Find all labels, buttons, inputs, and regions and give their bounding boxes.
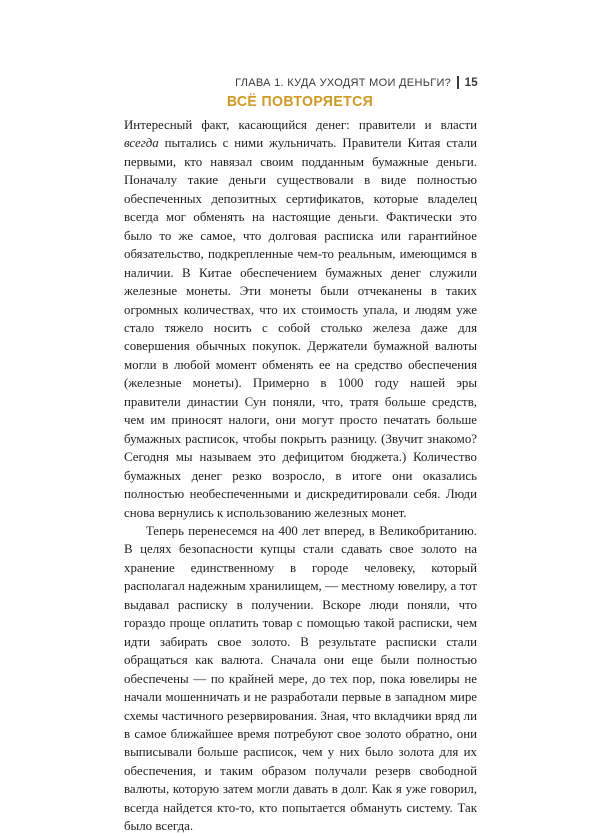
- paragraph-2: Теперь перенесемся на 400 лет вперед, в Великобританию. В целях безопасности купцы стали сдавать свое золото на хранение единственному в городе человеку, который располагал надежным хранилищем, — местному ювелиру, а тот выдавал расписку в получении. Вскоре люди поняли, что гораздо проще оплатить товар с помощью такой расписки, чем идти забирать свое золото. В результате расписки стали обращаться как валюта. Сначала они еще были полностью обеспечены — по крайней мере, до тех пор, пока ювелиры не начали мошенничать и не разработали первые в западном мире схемы частичного резервирования. Зная, что вкладчики вряд ли в самое ближайшее время потребуют свое золото обратно, они выписывали больше расписок, чем у них было золота для их обеспечения, и таким образом получали резерв свободной валюты, которую затем могли давать в долг. Как я уже говорил, всегда найдется кто-то, кто попытается обмануть систему. Так было всегда.: [124, 523, 477, 834]
- paragraph-1-emphasis: всегда: [124, 136, 159, 151]
- paragraph-1-text-start: Интересный факт, касающийся денег: правители и власти: [124, 118, 477, 132]
- paragraph-1-text-end: пытались с ними жульничать. Правители Китая стали первыми, кто навязал своим подданным бумажные деньги. Поначалу такие деньги существовали в виде полностью обеспеченных депозитных сертификатов, которые владелец всегда мог обменять на настоящие деньги. Фактически это было то же самое, что долговая расписка или гарантийное обязательство, подкрепленные чем-то реальным, имеющимся в наличии. В Китае обеспечением бумажных денег служили железные монеты. Эти монеты были отчеканены в таких огромных количествах, что их стоимость упала, и людям уже стало тяжело носить с собой столько железа даже для совершения обычных покупок. Держатели бумажной валюты могли в любой момент обменять ее на средство обеспечения (железные монеты). Примерно в 1000 году нашей эры правители династии Сун поняли, что, тратя больше средств, чем им приносят налоги, они могут просто печатать больше бумажных расписок, чтобы покрыть разницу. (Звучит знакомо? Сегодня мы называем это дефицитом бюджета.) Количество бумажных денег резко возросло, в итоге они оказались полностью необеспеченными и дискредитировали себя. Люди снова вернулись к использованию железных монет.: [124, 136, 477, 520]
- page-number: 15: [464, 76, 478, 89]
- paragraph-1: [124, 116, 477, 522]
- chapter-title: ГЛАВА 1. КУДА УХОДЯТ МОИ ДЕНЬГИ?: [235, 76, 452, 89]
- section-title: ВСЁ ПОВТОРЯЕТСЯ: [226, 93, 374, 110]
- running-header: [235, 76, 478, 89]
- body-text: [124, 116, 477, 836]
- header-divider: [457, 76, 459, 89]
